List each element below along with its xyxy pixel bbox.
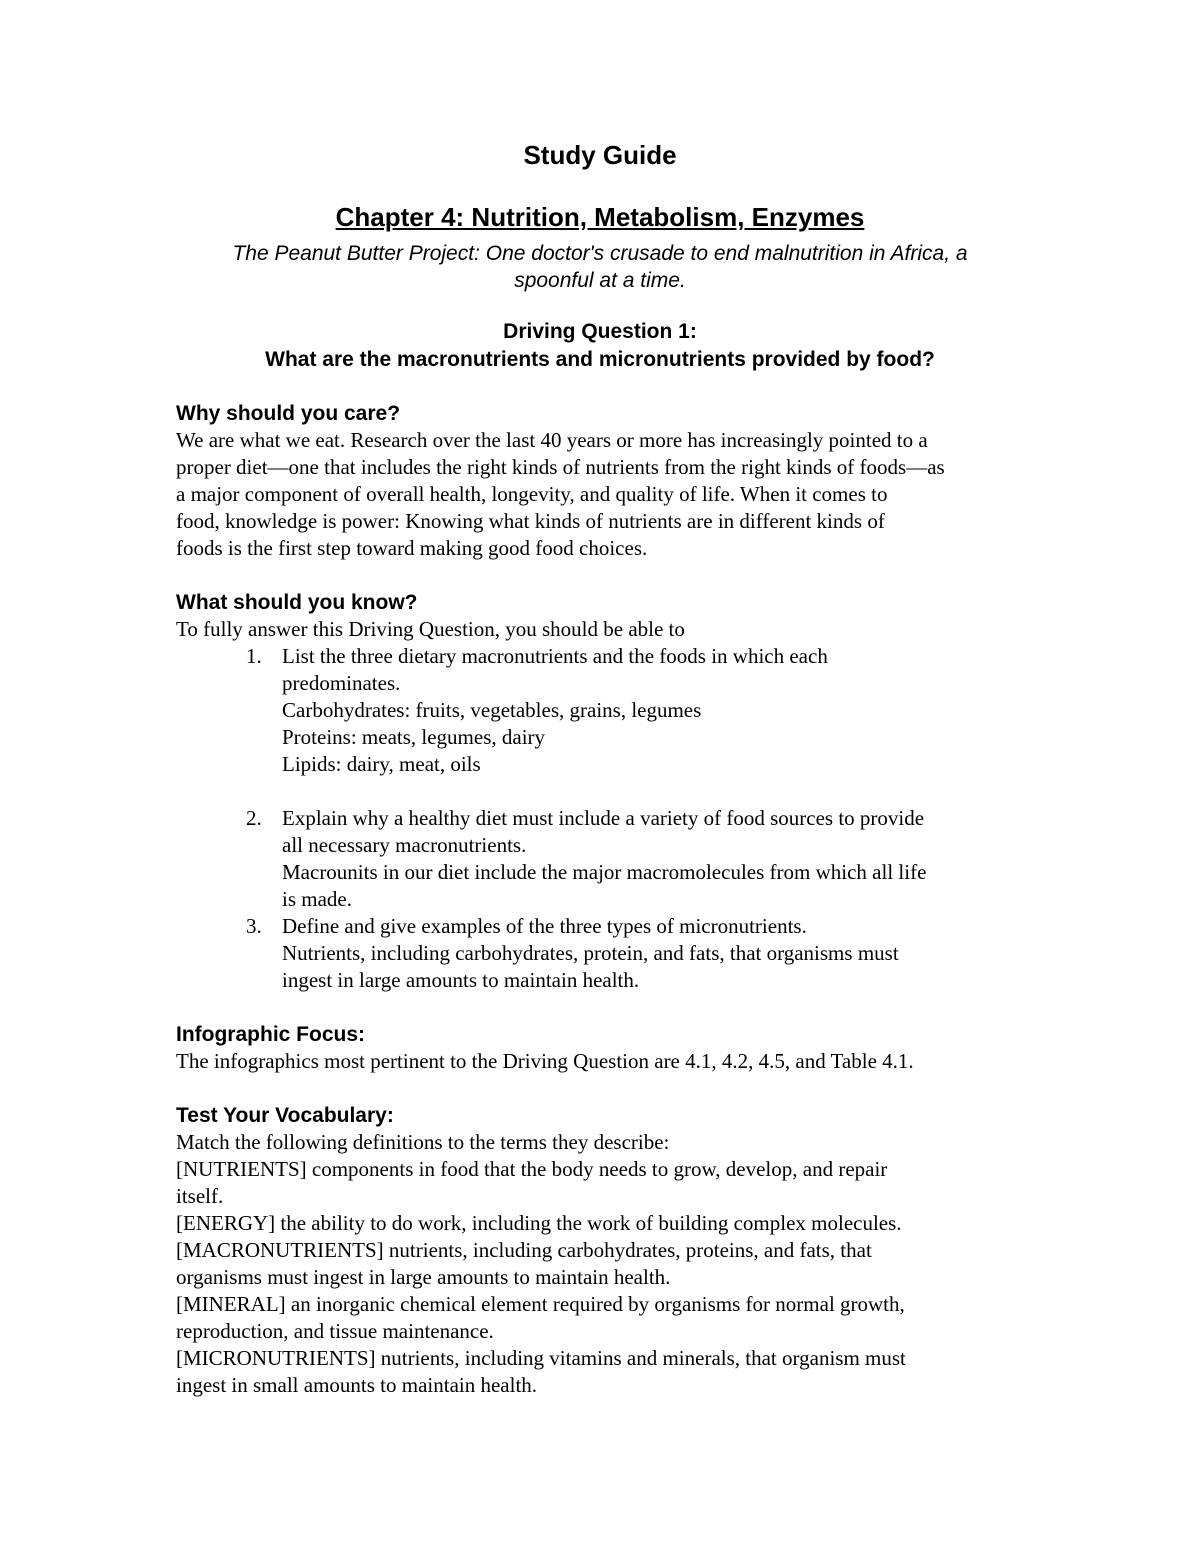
section-heading: Test Your Vocabulary: — [176, 1104, 394, 1127]
paragraph-line: a major component of overall health, longevity, and quality of life. When it comes to — [176, 482, 888, 506]
list-number: 1. — [246, 644, 262, 668]
paragraph-line: food, knowledge is power: Knowing what kinds of nutrients are in different kinds of — [176, 509, 885, 533]
list-spacer — [176, 778, 1056, 805]
subtitle-line: spoonful at a time. — [514, 269, 686, 292]
section-heading: Infographic Focus: — [176, 1023, 365, 1046]
paragraph-line: We are what we eat. Research over the last 40 years or more has increasingly pointed to a — [176, 428, 928, 452]
section-intro: To fully answer this Driving Question, you should be able to — [176, 617, 685, 641]
list-item — [176, 805, 1056, 913]
paragraph-line: Match the following definitions to the terms they describe: — [176, 1130, 670, 1154]
list-item-line: all necessary macronutrients. — [282, 833, 527, 857]
subtitle-line: The Peanut Butter Project: One doctor's crusade to end malnutrition in Africa, a — [232, 242, 968, 265]
paragraph-line: [ENERGY] the ability to do work, including the work of building complex molecules. — [176, 1211, 902, 1235]
chapter-subtitle — [120, 240, 1080, 294]
list-item-line: Proteins: meats, legumes, dairy — [282, 725, 546, 749]
list-item-line: List the three dietary macronutrients and the foods in which each — [282, 644, 828, 668]
list-item-line: Lipids: dairy, meat, oils — [282, 752, 481, 776]
main-content — [176, 400, 1056, 1399]
why-care-section — [176, 400, 1056, 562]
paragraph-line: [MACRONUTRIENTS] nutrients, including carbohydrates, proteins, and fats, that — [176, 1238, 872, 1262]
list-item-line: Define and give examples of the three types of micronutrients. — [282, 914, 807, 938]
list-number: 2. — [246, 806, 262, 830]
list-item-line: Macrounits in our diet include the major macromolecules from which all life — [282, 860, 927, 884]
list-item-line: ingest in large amounts to maintain health. — [282, 968, 640, 992]
paragraph-line: [MICRONUTRIENTS] nutrients, including vitamins and minerals, that organism must — [176, 1346, 906, 1370]
what-know-section — [176, 589, 1056, 994]
section-heading: Why should you care? — [176, 402, 401, 425]
vocabulary-section — [176, 1102, 1056, 1399]
paragraph-line: foods is the first step toward making good food choices. — [176, 536, 648, 560]
paragraph-line: itself. — [176, 1184, 224, 1208]
paragraph-line: proper diet—one that includes the right kinds of nutrients from the right kinds of foods—as — [176, 455, 945, 479]
paragraph-line: [NUTRIENTS] components in food that the body needs to grow, develop, and repair — [176, 1157, 888, 1181]
infographic-section — [176, 1021, 1056, 1075]
page-title: Study Guide — [523, 140, 677, 170]
list-item-line: predominates. — [282, 671, 401, 695]
paragraph-line: [MINERAL] an inorganic chemical element required by organisms for normal growth, — [176, 1292, 905, 1316]
driving-question-label: Driving Question 1: — [503, 320, 697, 343]
paragraph-line: organisms must ingest in large amounts to maintain health. — [176, 1265, 671, 1289]
list-item-line: Explain why a healthy diet must include a variety of food sources to provide — [282, 806, 925, 830]
paragraph-line: ingest in small amounts to maintain health. — [176, 1373, 538, 1397]
chapter-heading: Chapter 4: Nutrition, Metabolism, Enzymes — [335, 202, 865, 232]
driving-question-text: What are the macronutrients and micronutrients provided by food? — [265, 348, 935, 371]
driving-question — [120, 318, 1080, 374]
list-item — [176, 913, 1056, 994]
list-item-line: is made. — [282, 887, 352, 911]
objectives-list — [176, 643, 1056, 994]
list-item-line: Nutrients, including carbohydrates, protein, and fats, that organisms must — [282, 941, 899, 965]
list-item — [176, 643, 1056, 778]
paragraph-line: The infographics most pertinent to the Driving Question are 4.1, 4.2, 4.5, and Table 4.1. — [176, 1049, 914, 1073]
section-heading: What should you know? — [176, 591, 418, 614]
list-number: 3. — [246, 914, 262, 938]
list-item-line: Carbohydrates: fruits, vegetables, grains, legumes — [282, 698, 702, 722]
paragraph-line: reproduction, and tissue maintenance. — [176, 1319, 494, 1343]
